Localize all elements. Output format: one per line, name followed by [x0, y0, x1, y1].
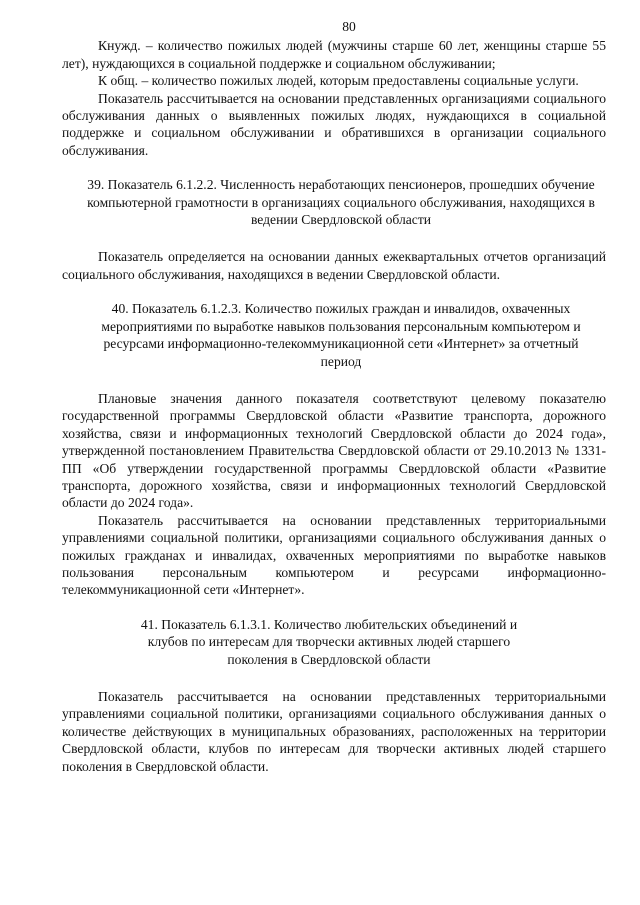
- section-41-paragraph: Показатель рассчитывается на основании представленных территориальными управлениями социальной политики, организациями социального обслуживания данных о количестве действующих в муниципальных образованиях, расположенных на территории Свердловской области, клубов по интересам для творчески активных людей старшего поколения в Свердловской области.: [62, 689, 606, 774]
- section-41-heading: 41. Показатель 6.1.3.1. Количество любительских объединений и клубов по интересам для творчески активных людей старшего поколения в Свердловской области: [140, 616, 518, 667]
- definition-k-need: Кнужд. – количество пожилых людей (мужчины старше 60 лет, женщины старше 55 лет), нуждающихся в социальной поддержке и социальном обслуживании;: [62, 38, 606, 71]
- section-39-heading: 39. Показатель 6.1.2.2. Численность неработающих пенсионеров, прошедших обучение компьютерной грамотности в организациях социального обслуживания, находящихся в ведении Свердловской области: [87, 177, 595, 228]
- page-number: 80: [342, 19, 356, 34]
- section-39-paragraph: Показатель определяется на основании данных ежеквартальных отчетов организаций социального обслуживания, находящихся в ведении Свердловской области.: [62, 249, 606, 282]
- calculation-note: Показатель рассчитывается на основании представленных организациями социального обслуживания данных о выявленных пожилых людях, нуждающихся в социальной поддержке и социальном обслуживании и обратившихся в организации социального обслуживания.: [62, 90, 606, 158]
- section-40-heading: 40. Показатель 6.1.2.3. Количество пожилых граждан и инвалидов, охваченных мероприятиями по выработке навыков пользования персональным компьютером и ресурсами информационно-телекоммуникационной сети «Интернет» за отчетный период: [101, 301, 581, 369]
- section-40-paragraph-1: Плановые значения данного показателя соответствуют целевому показателю государственной программы Свердловской области «Развитие транспорта, дорожного хозяйства, связи и информационных технологий Свердловской области до 2024 года», утвержденной постановлением Правительства Свердловской области от 29.10.2013 № 1331-ПП «Об утверждении государственной программы Свердловской области «Развитие транспорта, дорожного хозяйства, связи и информационных технологий Свердловской области до 2024 года».: [62, 390, 606, 511]
- definition-k-total: К общ. – количество пожилых людей, которым предоставлены социальные услуги.: [98, 73, 579, 89]
- section-40-paragraph-2: Показатель рассчитывается на основании представленных территориальными управлениями социальной политики, организациями социального обслуживания данных о пожилых гражданах и инвалидах, охваченных мероприятиями по выработке навыков пользования персональным компьютером и ресурсами информационно-телекоммуникационной сети «Интернет».: [62, 512, 606, 598]
